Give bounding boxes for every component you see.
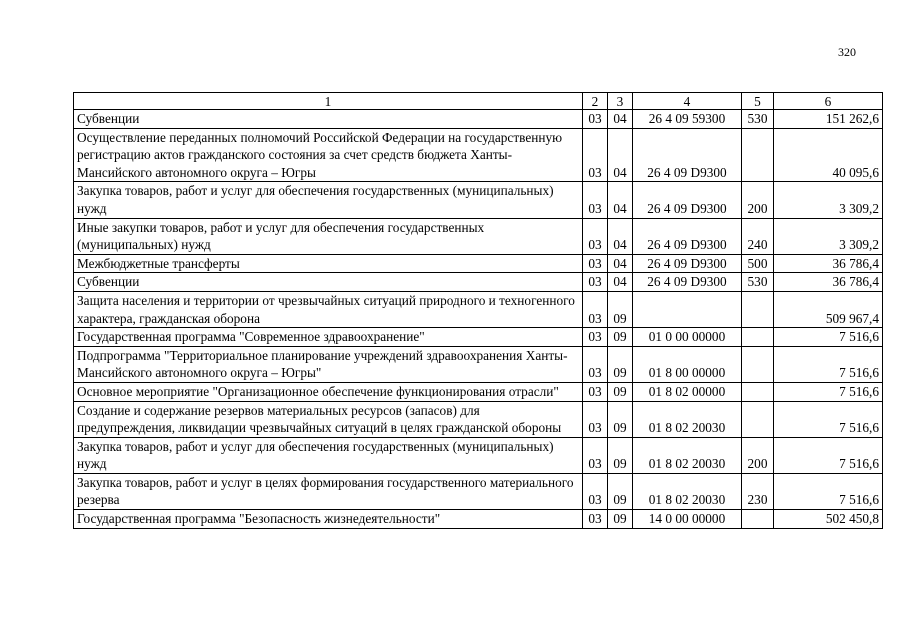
subsection-cell: 04 xyxy=(608,128,633,182)
name-cell: Субвенции xyxy=(74,110,583,129)
name-cell: Закупка товаров, работ и услуг для обеспечения государственных (муниципальных) нужд xyxy=(74,182,583,218)
table-row xyxy=(74,510,883,529)
table-row xyxy=(74,346,883,382)
amount-cell: 7 516,6 xyxy=(774,346,883,382)
expense-type-cell xyxy=(742,401,774,437)
amount-cell: 7 516,6 xyxy=(774,328,883,347)
amount-cell: 36 786,4 xyxy=(774,273,883,292)
amount-cell: 7 516,6 xyxy=(774,382,883,401)
section-cell: 03 xyxy=(583,291,608,327)
amount-cell: 7 516,6 xyxy=(774,437,883,473)
table-row xyxy=(74,437,883,473)
target-article-cell xyxy=(633,291,742,327)
target-article-cell: 01 8 02 20030 xyxy=(633,401,742,437)
target-article-cell: 26 4 09 D9300 xyxy=(633,254,742,273)
table-row xyxy=(74,128,883,182)
expense-type-cell xyxy=(742,128,774,182)
expense-type-cell xyxy=(742,328,774,347)
target-article-cell: 26 4 09 D9300 xyxy=(633,273,742,292)
page-number: 320 xyxy=(838,45,856,59)
header-cell-expense-type: 5 xyxy=(742,93,774,110)
expense-type-cell: 530 xyxy=(742,110,774,129)
name-cell: Государственная программа "Современное здравоохранение" xyxy=(74,328,583,347)
section-cell: 03 xyxy=(583,128,608,182)
section-cell: 03 xyxy=(583,273,608,292)
subsection-cell: 09 xyxy=(608,291,633,327)
expense-type-cell xyxy=(742,346,774,382)
subsection-cell: 04 xyxy=(608,182,633,218)
expense-type-cell: 200 xyxy=(742,182,774,218)
header-cell-name: 1 xyxy=(74,93,583,110)
target-article-cell: 01 8 02 20030 xyxy=(633,473,742,509)
name-cell: Иные закупки товаров, работ и услуг для обеспечения государственных (муниципальных) нужд xyxy=(74,218,583,254)
expense-type-cell: 500 xyxy=(742,254,774,273)
expense-type-cell: 530 xyxy=(742,273,774,292)
budget-table xyxy=(73,92,883,529)
name-cell: Закупка товаров, работ и услуг в целях формирования государственного материального резерва xyxy=(74,473,583,509)
header-cell-target-article: 4 xyxy=(633,93,742,110)
subsection-cell: 04 xyxy=(608,273,633,292)
name-cell: Создание и содержание резервов материальных ресурсов (запасов) для предупреждения, ликвидации чрезвычайных ситуаций в целях гражданской обороны xyxy=(74,401,583,437)
table-row xyxy=(74,273,883,292)
name-cell: Осуществление переданных полномочий Российской Федерации на государственную регистрацию актов гражданского состояния за счет средств бюджета Ханты-Мансийского автономного округа – Югры xyxy=(74,128,583,182)
header-cell-section: 2 xyxy=(583,93,608,110)
subsection-cell: 04 xyxy=(608,254,633,273)
expense-type-cell xyxy=(742,382,774,401)
table-row xyxy=(74,473,883,509)
subsection-cell: 09 xyxy=(608,437,633,473)
subsection-cell: 09 xyxy=(608,401,633,437)
target-article-cell: 26 4 09 D9300 xyxy=(633,182,742,218)
amount-cell: 7 516,6 xyxy=(774,473,883,509)
table-row xyxy=(74,182,883,218)
table-row xyxy=(74,291,883,327)
section-cell: 03 xyxy=(583,510,608,529)
amount-cell: 7 516,6 xyxy=(774,401,883,437)
section-cell: 03 xyxy=(583,328,608,347)
subsection-cell: 09 xyxy=(608,510,633,529)
table-row xyxy=(74,328,883,347)
target-article-cell: 01 8 02 20030 xyxy=(633,437,742,473)
header-cell-amount: 6 xyxy=(774,93,883,110)
section-cell: 03 xyxy=(583,437,608,473)
amount-cell: 509 967,4 xyxy=(774,291,883,327)
expense-type-cell: 200 xyxy=(742,437,774,473)
name-cell: Субвенции xyxy=(74,273,583,292)
table-row xyxy=(74,401,883,437)
section-cell: 03 xyxy=(583,346,608,382)
amount-cell: 36 786,4 xyxy=(774,254,883,273)
name-cell: Межбюджетные трансферты xyxy=(74,254,583,273)
amount-cell: 3 309,2 xyxy=(774,218,883,254)
expense-type-cell xyxy=(742,291,774,327)
name-cell: Основное мероприятие "Организационное обеспечение функционирования отрасли" xyxy=(74,382,583,401)
header-row xyxy=(74,93,883,110)
target-article-cell: 01 0 00 00000 xyxy=(633,328,742,347)
table-row xyxy=(74,382,883,401)
subsection-cell: 09 xyxy=(608,346,633,382)
target-article-cell: 26 4 09 D9300 xyxy=(633,218,742,254)
target-article-cell: 26 4 09 D9300 xyxy=(633,128,742,182)
subsection-cell: 04 xyxy=(608,110,633,129)
amount-cell: 40 095,6 xyxy=(774,128,883,182)
table-row xyxy=(74,110,883,129)
target-article-cell: 14 0 00 00000 xyxy=(633,510,742,529)
subsection-cell: 09 xyxy=(608,473,633,509)
section-cell: 03 xyxy=(583,401,608,437)
target-article-cell: 01 8 00 00000 xyxy=(633,346,742,382)
name-cell: Закупка товаров, работ и услуг для обеспечения государственных (муниципальных) нужд xyxy=(74,437,583,473)
subsection-cell: 09 xyxy=(608,328,633,347)
section-cell: 03 xyxy=(583,110,608,129)
expense-type-cell xyxy=(742,510,774,529)
amount-cell: 502 450,8 xyxy=(774,510,883,529)
subsection-cell: 04 xyxy=(608,218,633,254)
header-cell-subsection: 3 xyxy=(608,93,633,110)
section-cell: 03 xyxy=(583,473,608,509)
name-cell: Защита населения и территории от чрезвычайных ситуаций природного и техногенного характера, гражданская оборона xyxy=(74,291,583,327)
section-cell: 03 xyxy=(583,254,608,273)
expense-type-cell: 230 xyxy=(742,473,774,509)
section-cell: 03 xyxy=(583,218,608,254)
amount-cell: 3 309,2 xyxy=(774,182,883,218)
subsection-cell: 09 xyxy=(608,382,633,401)
table-row xyxy=(74,254,883,273)
expense-type-cell: 240 xyxy=(742,218,774,254)
amount-cell: 151 262,6 xyxy=(774,110,883,129)
name-cell: Подпрограмма "Территориальное планирование учреждений здравоохранения Ханты-Мансийского автономного округа – Югры" xyxy=(74,346,583,382)
section-cell: 03 xyxy=(583,182,608,218)
target-article-cell: 26 4 09 59300 xyxy=(633,110,742,129)
table-row xyxy=(74,218,883,254)
target-article-cell: 01 8 02 00000 xyxy=(633,382,742,401)
name-cell: Государственная программа "Безопасность жизнедеятельности" xyxy=(74,510,583,529)
section-cell: 03 xyxy=(583,382,608,401)
